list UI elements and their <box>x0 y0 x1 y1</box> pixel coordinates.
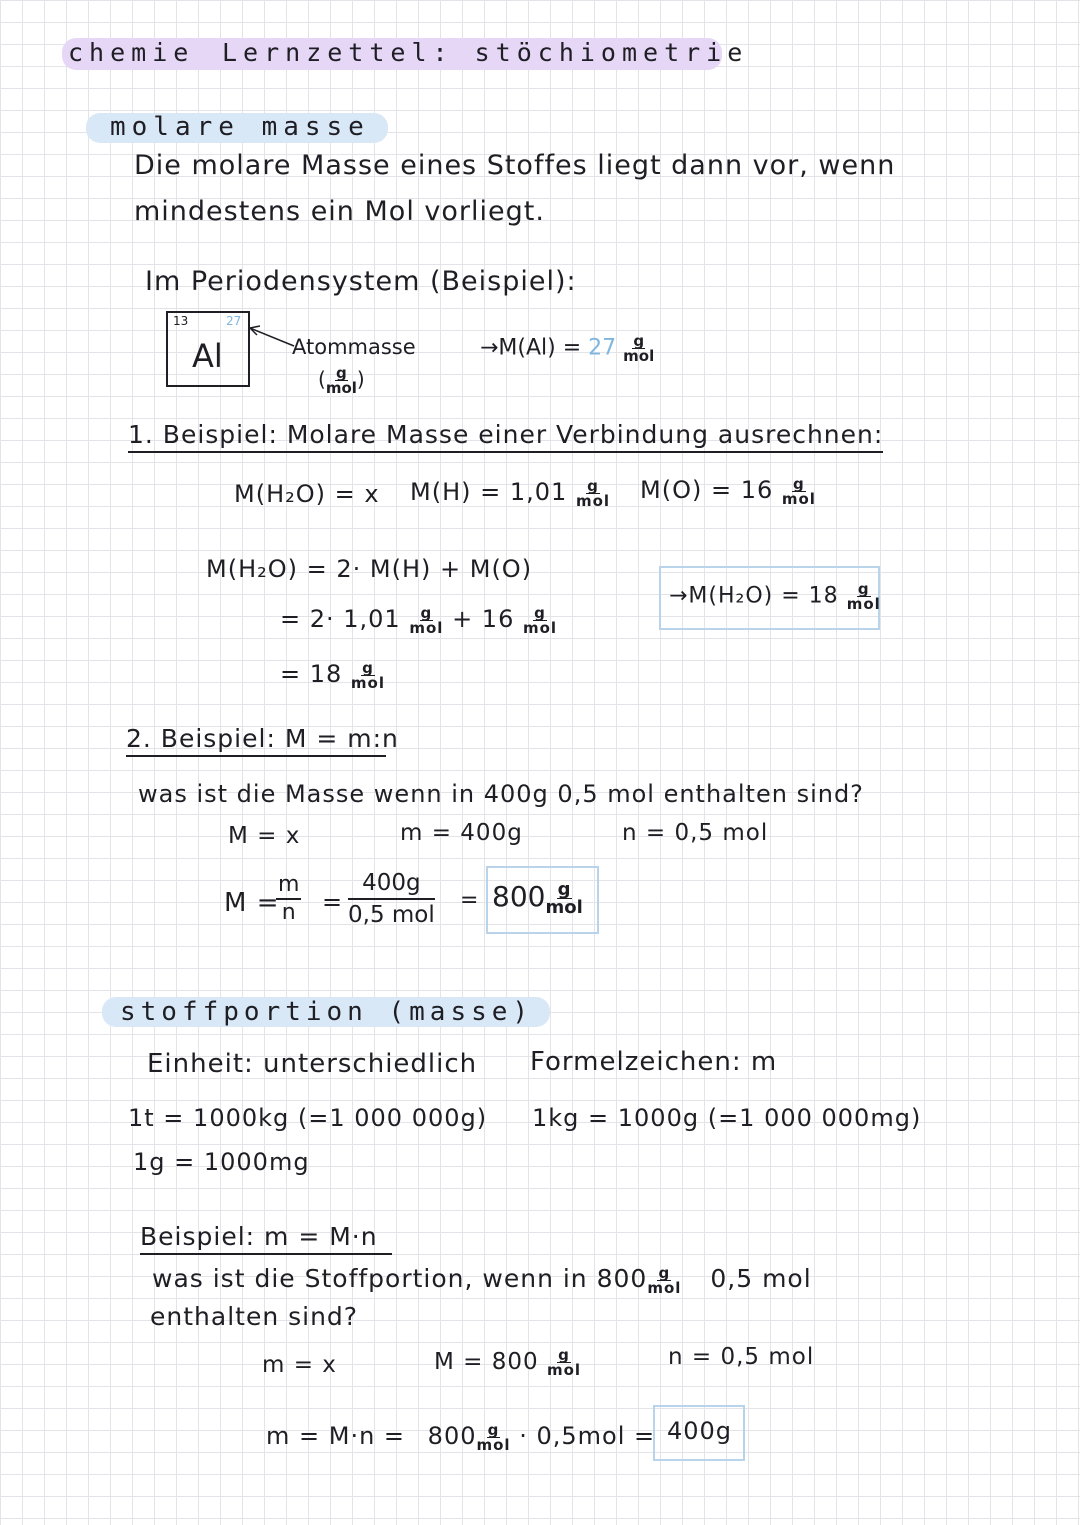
portion-question-b: 0,5 mol <box>710 1264 812 1293</box>
ex2-formula-left: M = <box>224 888 280 918</box>
formelzeichen-label: Formelzeichen: m <box>530 1047 778 1077</box>
ex2-given-M: M = x <box>228 823 301 849</box>
ex1-given-o-text: M(O) = 16 <box>640 476 774 504</box>
ex2-formula-m: m <box>276 872 301 900</box>
conversion-kg: 1kg = 1000g (=1 000 000mg) <box>532 1104 922 1132</box>
atomic-number: 13 <box>173 314 189 328</box>
unit-mol: mol <box>647 1278 682 1297</box>
einheit-label: Einheit: unterschiedlich <box>147 1049 478 1079</box>
paren-close: ) <box>356 367 365 391</box>
paren-open: ( <box>318 367 326 391</box>
ex1-step1: M(H₂O) = 2· M(H) + M(O) <box>206 555 533 583</box>
unit-g: g <box>534 603 546 622</box>
ex1-step3 <box>280 660 385 690</box>
section-heading-molar: molare masse <box>110 112 370 142</box>
ex2-result-text: 800 <box>492 880 546 913</box>
example2-title: 2. Beispiel: M = m:n <box>126 724 386 757</box>
ex2-given-n: n = 0,5 mol <box>622 820 769 846</box>
unit-g: g <box>335 364 347 382</box>
definition-line2: mindestens ein Mol vorliegt. <box>134 196 545 227</box>
portion-given-m: m = x <box>262 1352 337 1378</box>
portion-question-line1 <box>152 1264 812 1295</box>
atomic-mass: 27 <box>226 314 242 328</box>
ex1-result-text: →M(H₂O) = 18 <box>669 583 839 609</box>
portion-example-title: Beispiel: m = M·n <box>140 1222 392 1255</box>
ex2-equals2: = <box>460 888 480 913</box>
unit-g: g <box>420 603 433 622</box>
unit-mol: mol <box>325 379 357 397</box>
unit-g: g <box>487 1420 500 1439</box>
element-card <box>166 311 250 387</box>
portion-calc-a: m = M·n = <box>266 1422 406 1450</box>
unit-mol: mol <box>546 1361 582 1379</box>
ex2-given-m: m = 400g <box>400 820 523 846</box>
definition-line1: Die molare Masse eines Stoffes liegt dann vor, wenn <box>134 150 896 181</box>
unit-mol: mol <box>409 618 444 637</box>
ex2-formula-n: n <box>281 900 296 925</box>
portion-result-box <box>653 1405 745 1461</box>
unit-mol: mol <box>846 595 881 613</box>
ex1-given-o <box>640 476 816 506</box>
ex2-calc-fraction <box>348 868 435 930</box>
al-molar-mass <box>480 334 654 363</box>
ex1-step3-text: = 18 <box>280 660 343 688</box>
page-title: Lernzettel: stöchiometrie <box>222 38 749 67</box>
ex1-step2 <box>280 605 557 635</box>
conversion-g: 1g = 1000mg <box>133 1148 310 1176</box>
ex1-given-h <box>410 478 610 508</box>
unit-g: g <box>793 474 805 493</box>
atommasse-label: Atommasse <box>292 335 416 359</box>
atommasse-unit <box>318 366 365 395</box>
ex1-given-h-text: M(H) = 1,01 <box>410 478 568 506</box>
unit-g: g <box>558 1346 570 1364</box>
ex1-given-h2o: M(H₂O) = x <box>234 480 380 508</box>
portion-given-n: n = 0,5 mol <box>668 1344 815 1370</box>
portion-question-a: was ist die Stoffportion, wenn in 800 <box>152 1264 648 1293</box>
al-molar-value: 27 <box>588 335 617 361</box>
ex2-result-box <box>486 866 599 934</box>
ex2-formula-fraction <box>276 872 301 926</box>
unit-mol: mol <box>545 896 583 918</box>
unit-mol: mol <box>575 491 611 510</box>
portion-question-line2: enthalten sind? <box>150 1302 359 1331</box>
ex1-result <box>669 582 881 611</box>
unit-mol: mol <box>781 489 816 508</box>
ex2-question: was ist die Masse wenn in 400g 0,5 mol enthalten sind? <box>138 780 864 808</box>
unit-mol: mol <box>522 618 558 637</box>
unit-g: g <box>658 1263 671 1282</box>
unit-g: g <box>857 580 870 598</box>
subject-label: chemie <box>68 38 195 67</box>
ex1-step2-a: = 2· 1,01 <box>280 605 401 633</box>
ex1-result-box <box>659 566 880 630</box>
pointer-line <box>248 318 296 350</box>
unit-g: g <box>587 476 599 495</box>
unit-mol: mol <box>623 347 655 365</box>
conversion-ton: 1t = 1000kg (=1 000 000g) <box>128 1104 488 1132</box>
example1-title: 1. Beispiel: Molare Masse einer Verbindung ausrechnen: <box>128 420 883 453</box>
portion-given-M-text: M = 800 <box>434 1349 539 1375</box>
ex2-result <box>492 880 583 916</box>
ex2-calc-den: 0,5 mol <box>348 902 435 928</box>
pse-label: Im Periodensystem (Beispiel): <box>145 266 577 297</box>
unit-mol: mol <box>350 673 385 692</box>
ex2-calc-num: 400g <box>348 868 435 900</box>
unit-g: g <box>557 878 571 900</box>
portion-calc-b: 800 <box>427 1422 477 1450</box>
portion-given-M <box>434 1348 581 1377</box>
unit-mol: mol <box>476 1435 511 1454</box>
portion-calc <box>266 1422 655 1452</box>
ex2-equals: = <box>322 888 344 916</box>
al-molar-label: →M(Al) = <box>480 335 582 361</box>
portion-calc-c: · 0,5mol = <box>519 1422 656 1450</box>
unit-g: g <box>633 332 645 350</box>
portion-result: 400g <box>667 1417 733 1445</box>
ex1-step2-b: + 16 <box>452 605 515 633</box>
section-heading-portion: stoffportion (masse) <box>120 997 534 1027</box>
element-symbol: Al <box>192 337 223 375</box>
unit-g: g <box>362 658 374 677</box>
